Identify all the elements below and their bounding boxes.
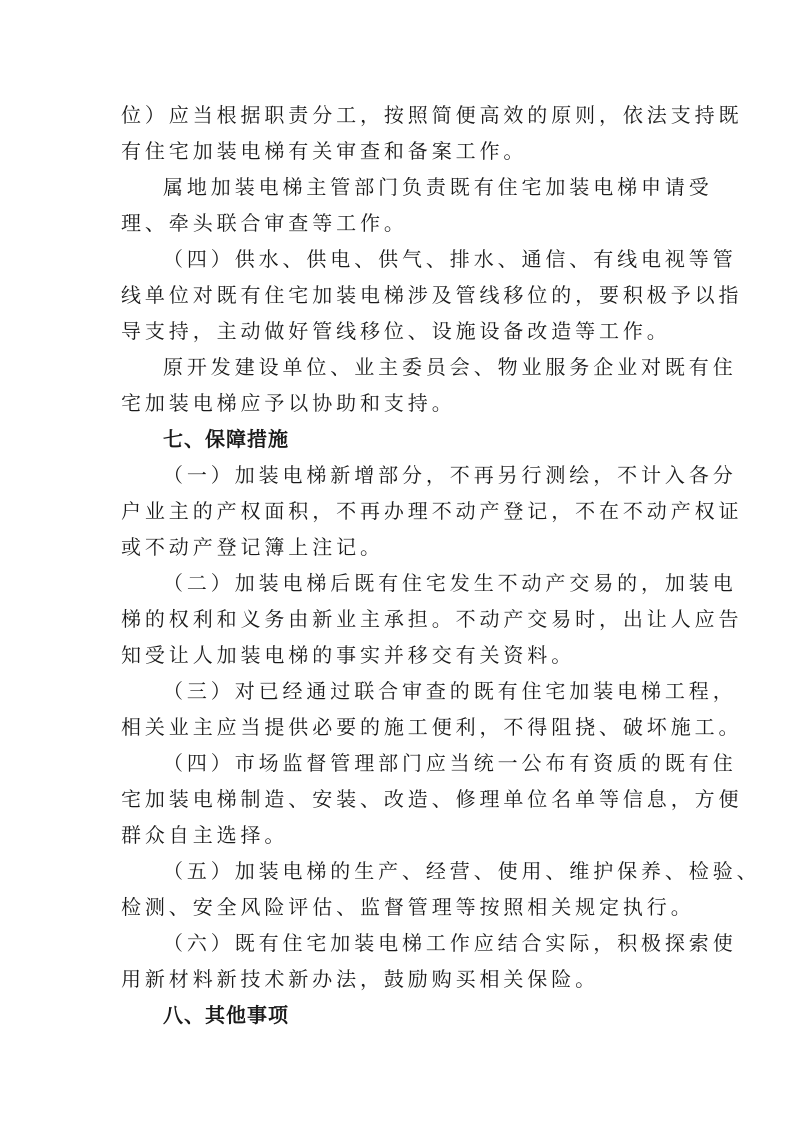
paragraph-line: 梯的权利和义务由新业主承担。不动产交易时，出让人应告 — [121, 607, 743, 631]
paragraph-line: （四）市场监督管理部门应当统一公布有资质的既有住 — [163, 751, 737, 775]
paragraph-line: 相关业主应当提供必要的施工便利，不得阻挠、破坏施工。 — [121, 715, 743, 739]
section-heading: 七、保障措施 — [163, 427, 289, 451]
paragraph-line: 宅加装电梯制造、安装、改造、修理单位名单等信息，方便 — [121, 787, 743, 811]
paragraph-line: 线单位对既有住宅加装电梯涉及管线移位的，要积极予以指 — [121, 283, 743, 307]
paragraph-line: （六）既有住宅加装电梯工作应结合实际，积极探索使 — [163, 931, 737, 955]
paragraph-line: 知受让人加装电梯的事实并移交有关资料。 — [121, 643, 576, 667]
paragraph-line: （五）加装电梯的生产、经营、使用、维护保养、检验、 — [163, 859, 761, 883]
paragraph-line: （四）供水、供电、供气、排水、通信、有线电视等管 — [163, 247, 737, 271]
paragraph-line: （一）加装电梯新增部分，不再另行测绘，不计入各分 — [163, 463, 737, 487]
paragraph-line: （三）对已经通过联合审查的既有住宅加装电梯工程， — [163, 679, 737, 703]
paragraph-line: 原开发建设单位、业主委员会、物业服务企业对既有住 — [163, 355, 737, 379]
paragraph-line: 检测、安全风险评估、监督管理等按照相关规定执行。 — [121, 895, 695, 919]
paragraph-line: （二）加装电梯后既有住宅发生不动产交易的，加装电 — [163, 571, 737, 595]
paragraph-line: 属地加装电梯主管部门负责既有住宅加装电梯申请受 — [163, 175, 713, 199]
section-heading: 八、其他事项 — [163, 1003, 289, 1027]
paragraph-line: 用新材料新技术新办法，鼓励购买相关保险。 — [121, 967, 599, 991]
paragraph-line: 有住宅加装电梯有关审查和备案工作。 — [121, 139, 528, 163]
paragraph-line: 群众自主选择。 — [121, 823, 289, 847]
paragraph-line: 或不动产登记簿上注记。 — [121, 535, 384, 559]
paragraph-line: 宅加装电梯应予以协助和支持。 — [121, 391, 456, 415]
paragraph-line: 导支持，主动做好管线移位、设施设备改造等工作。 — [121, 319, 671, 343]
paragraph-line: 户业主的产权面积，不再办理不动产登记，不在不动产权证 — [121, 499, 743, 523]
paragraph-line: 位）应当根据职责分工，按照简便高效的原则，依法支持既 — [121, 103, 743, 127]
paragraph-line: 理、牵头联合审查等工作。 — [121, 211, 408, 235]
